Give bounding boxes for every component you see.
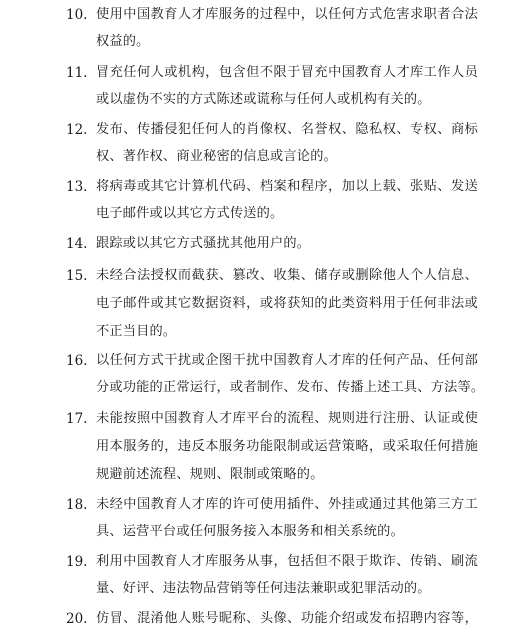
item-number: 17. — [66, 411, 88, 427]
item-line: 电子邮件或其它数据资料，或将获知的此类资料用于任何非法或 — [96, 296, 478, 311]
item-number: 19. — [66, 554, 88, 570]
item-line: 或以虚伪不实的方式陈述或谎称与任何人或机构有关的。 — [96, 92, 431, 107]
item-line: 规避前述流程、规则、限制或策略的。 — [96, 467, 324, 482]
item-line: 将病毒或其它计算机代码、档案和程序，加以上载、张贴、发送 — [96, 179, 478, 194]
item-number: 16. — [66, 353, 88, 369]
item-line: 具、运营平台或任何服务接入本服务和相关系统的。 — [96, 524, 404, 539]
item-line: 发布、传播侵犯任何人的肖像权、名誉权、隐私权、专权、商标 — [96, 122, 478, 137]
item-number: 20. — [66, 611, 88, 627]
item-line: 未经合法授权而截获、篡改、收集、储存或删除他人个人信息、 — [96, 268, 478, 283]
item-line: 电子邮件或以其它方式传送的。 — [96, 206, 284, 221]
item-line: 使用中国教育人才库服务的过程中，以任何方式危害求职者合法 — [96, 7, 478, 22]
item-number: 13. — [66, 179, 88, 195]
item-line: 跟踪或以其它方式骚扰其他用户的。 — [96, 236, 311, 251]
item-number: 11. — [66, 65, 88, 81]
item-line: 量、好评、违法物品营销等任何违法兼职或犯罪活动的。 — [96, 581, 431, 596]
item-line: 以任何方式干扰或企图干扰中国教育人才库的任何产品、任何部 — [96, 353, 478, 368]
item-number: 12. — [66, 122, 88, 138]
item-line: 未经中国教育人才库的许可使用插件、外挂或通过其他第三方工 — [96, 497, 478, 512]
item-line: 分或功能的正常运行，或者制作、发布、传播上述工具、方法等。 — [96, 380, 485, 395]
item-line: 不正当目的。 — [96, 324, 177, 339]
item-number: 14. — [66, 236, 88, 252]
item-line: 利用中国教育人才库服务从事，包括但不限于欺诈、传销、刷流 — [96, 554, 478, 569]
item-number: 15. — [66, 268, 88, 284]
item-line: 权益的。 — [96, 34, 150, 49]
item-line: 用本服务的，违反本服务功能限制或运营策略，或采取任何措施 — [96, 439, 478, 454]
item-line: 权、著作权、商业秘密的信息或言论的。 — [96, 149, 337, 164]
item-number: 10. — [66, 7, 88, 23]
item-line: 冒充任何人或机构，包含但不限于冒充中国教育人才库工作人员 — [96, 65, 478, 80]
item-number: 18. — [66, 497, 88, 513]
item-line: 仿冒、混淆他人账号昵称、头像、功能介绍或发布招聘内容等， — [96, 611, 478, 626]
item-line: 未能按照中国教育人才库平台的流程、规则进行注册、认证或使 — [96, 411, 478, 426]
